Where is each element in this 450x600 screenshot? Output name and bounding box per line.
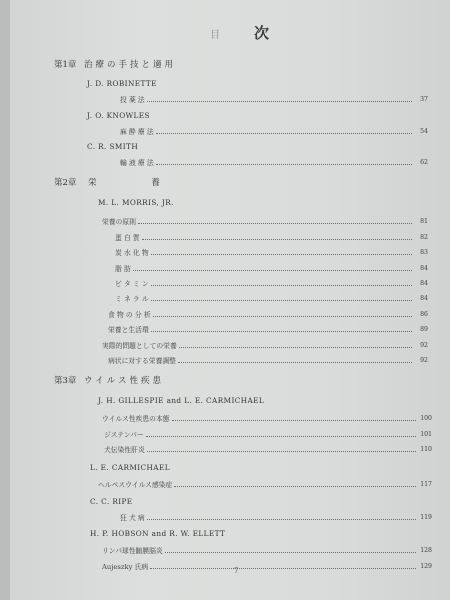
header-mark: 目: [210, 30, 220, 41]
chapter-title: ウイルス性疾患: [84, 376, 164, 386]
author-name: J. D. ROBINETTE: [87, 78, 157, 88]
chapter-number: 第3章: [54, 376, 77, 386]
page-title: 次: [254, 24, 270, 42]
toc-entry: 栄養と生活環 89: [108, 325, 428, 334]
toc-entry: 狂 犬 病 119: [120, 513, 432, 522]
toc-entry: 輸 液 療 法 62: [120, 158, 428, 167]
chapter-heading: [54, 373, 164, 387]
chapter-title: 治療の手技と適用: [84, 60, 177, 70]
toc-entry: 病状に対する栄養調整 92: [108, 356, 428, 365]
toc-entry: 犬伝染性肝炎 110: [104, 445, 432, 454]
toc-entry: 栄養の原則 81: [102, 217, 428, 226]
author-name: C. R. SMITH: [87, 141, 139, 151]
toc-entry: ミ ネ ラ ル 84: [115, 294, 428, 303]
toc-entry: 蛋 白 質 82: [115, 233, 428, 242]
toc-entry: Aujeszky 氏病 129: [102, 562, 432, 571]
toc-entry: 麻 酔 療 法 54: [120, 127, 428, 136]
chapter-heading: [54, 57, 176, 71]
toc-entry: 実際的問題としての栄養 92: [102, 341, 428, 350]
author-name: J. H. GILLESPIE and L. E. CARMICHAEL: [98, 395, 265, 405]
author-name: H. P. HOBSON and R. W. ELLETT: [90, 528, 226, 538]
book-page: [10, 0, 450, 600]
chapter-number: 第2章: [54, 178, 77, 188]
chapter-number: 第1章: [54, 60, 77, 70]
toc-entry: 炭 水 化 物 83: [115, 248, 428, 257]
author-name: J. O. KNOWLES: [87, 110, 150, 120]
toc-entry: 食 物 の 分 析 86: [108, 310, 428, 319]
chapter-heading: [54, 175, 186, 189]
page-number: 7: [234, 567, 239, 575]
toc-entry: リンパ球性髄膜脳炎 128: [102, 546, 432, 555]
toc-entry: ウイルス性疾患の本態 100: [102, 414, 432, 423]
table-of-contents: [10, 0, 450, 600]
author-name: C. C. RIPE: [90, 496, 133, 506]
toc-entry: ビ タ ミ ン 84: [115, 279, 428, 288]
author-name: L. E. CARMICHAEL: [90, 462, 170, 472]
toc-entry: ヘルペスウイルス感染症 117: [98, 480, 432, 489]
author-name: M. L. MORRIS, JR.: [98, 197, 174, 207]
toc-entry: 脂 肪 84: [115, 264, 428, 273]
chapter-title: 栄 養: [88, 178, 186, 188]
toc-entry: 投 薬 法 37: [120, 95, 428, 104]
toc-entry: ジステンパー 101: [104, 430, 432, 439]
